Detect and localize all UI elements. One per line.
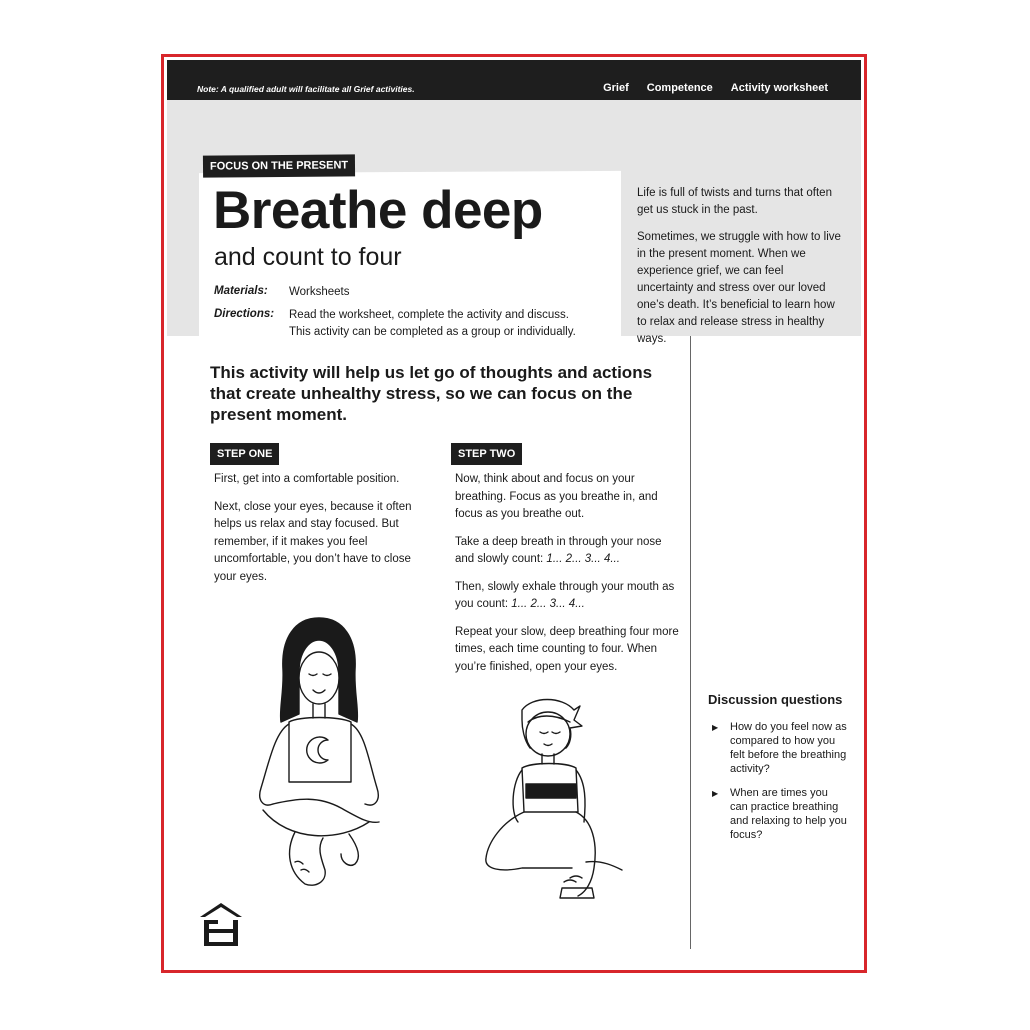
header-bar	[167, 60, 861, 100]
tag-competence: Competence	[646, 82, 713, 94]
intro-text	[637, 185, 842, 358]
page-title: Breathe deep	[213, 181, 543, 240]
facilitator-note: Note: A qualified adult will facilitate all Grief activities.	[197, 84, 415, 94]
discussion-question-2: When are times you can practice breathing and relaxing to help you focus?	[730, 787, 847, 841]
hero-panel	[167, 100, 861, 345]
materials-label: Materials:	[214, 285, 268, 297]
discussion-list	[708, 720, 848, 852]
worksheet-page	[161, 54, 867, 973]
step-two-paragraph-3	[455, 579, 683, 614]
kicker-badge: FOCUS ON THE PRESENT	[203, 154, 355, 177]
column-divider	[690, 336, 691, 949]
step-two-exhale-count: 1... 2... 3... 4...	[511, 598, 585, 610]
triangle-right-icon: ▶	[712, 723, 719, 732]
intro-paragraph-1: Life is full of twists and turns that often get us stuck in the past.	[637, 187, 832, 216]
tag-activity-worksheet: Activity worksheet	[730, 82, 828, 94]
directions-line-2: This activity can be completed as a group or individually.	[289, 326, 576, 338]
house-logo-icon	[198, 901, 244, 949]
discussion-question	[708, 720, 848, 776]
step-one-badge: STEP ONE	[210, 443, 279, 465]
discussion-title: Discussion questions	[708, 692, 843, 707]
step-one-paragraph-1: First, get into a comfortable position.	[214, 473, 400, 485]
directions-label: Directions:	[214, 308, 275, 320]
lead-statement: This activity will help us let go of thoughts and actions that create unhealthy stress, so we can focus on the present moment.	[210, 363, 653, 424]
girl-meditating-illustration	[229, 612, 409, 897]
step-two-inhale-count: 1... 2... 3... 4...	[546, 553, 620, 565]
step-two-paragraph-2	[455, 534, 683, 569]
step-two-paragraph-4: Repeat your slow, deep breathing four more times, each time counting to four. When you’re finished, open your eyes.	[455, 625, 679, 673]
directions-value	[289, 307, 576, 341]
tag-grief: Grief	[603, 82, 629, 94]
step-two-text	[455, 471, 683, 686]
directions-line-1: Read the worksheet, complete the activity and discuss.	[289, 309, 569, 321]
discussion-question	[708, 786, 848, 842]
intro-paragraph-2: Sometimes, we struggle with how to live in the present moment. When we experience grief, we can feel uncertainty and stress over our loved one’s death. It’s beneficial to learn how to relax and release stress in healthy ways.	[637, 231, 841, 345]
triangle-right-icon: ▶	[712, 789, 719, 798]
step-one-paragraph-2: Next, close your eyes, because it often helps us relax and stay focused. But remember, if it makes you feel uncomfortable, you don’t have to close your eyes.	[214, 500, 412, 583]
boy-breathing-illustration	[482, 692, 632, 912]
page-subtitle: and count to four	[214, 243, 402, 271]
header-tags	[603, 82, 828, 94]
step-two-paragraph-2-text: Take a deep breath in through your nose and slowly count:	[455, 535, 662, 565]
discussion-question-1: How do you feel now as compared to how you felt before the breathing activity?	[730, 721, 847, 775]
step-two-paragraph-3-text: Then, slowly exhale through your mouth as you count:	[455, 580, 675, 610]
step-two-badge: STEP TWO	[451, 443, 522, 465]
materials-value: Worksheets	[289, 286, 350, 298]
step-one-text	[214, 471, 434, 596]
step-two-paragraph-1: Now, think about and focus on your breathing. Focus as you breathe in, and focus as you breathe out.	[455, 473, 658, 520]
